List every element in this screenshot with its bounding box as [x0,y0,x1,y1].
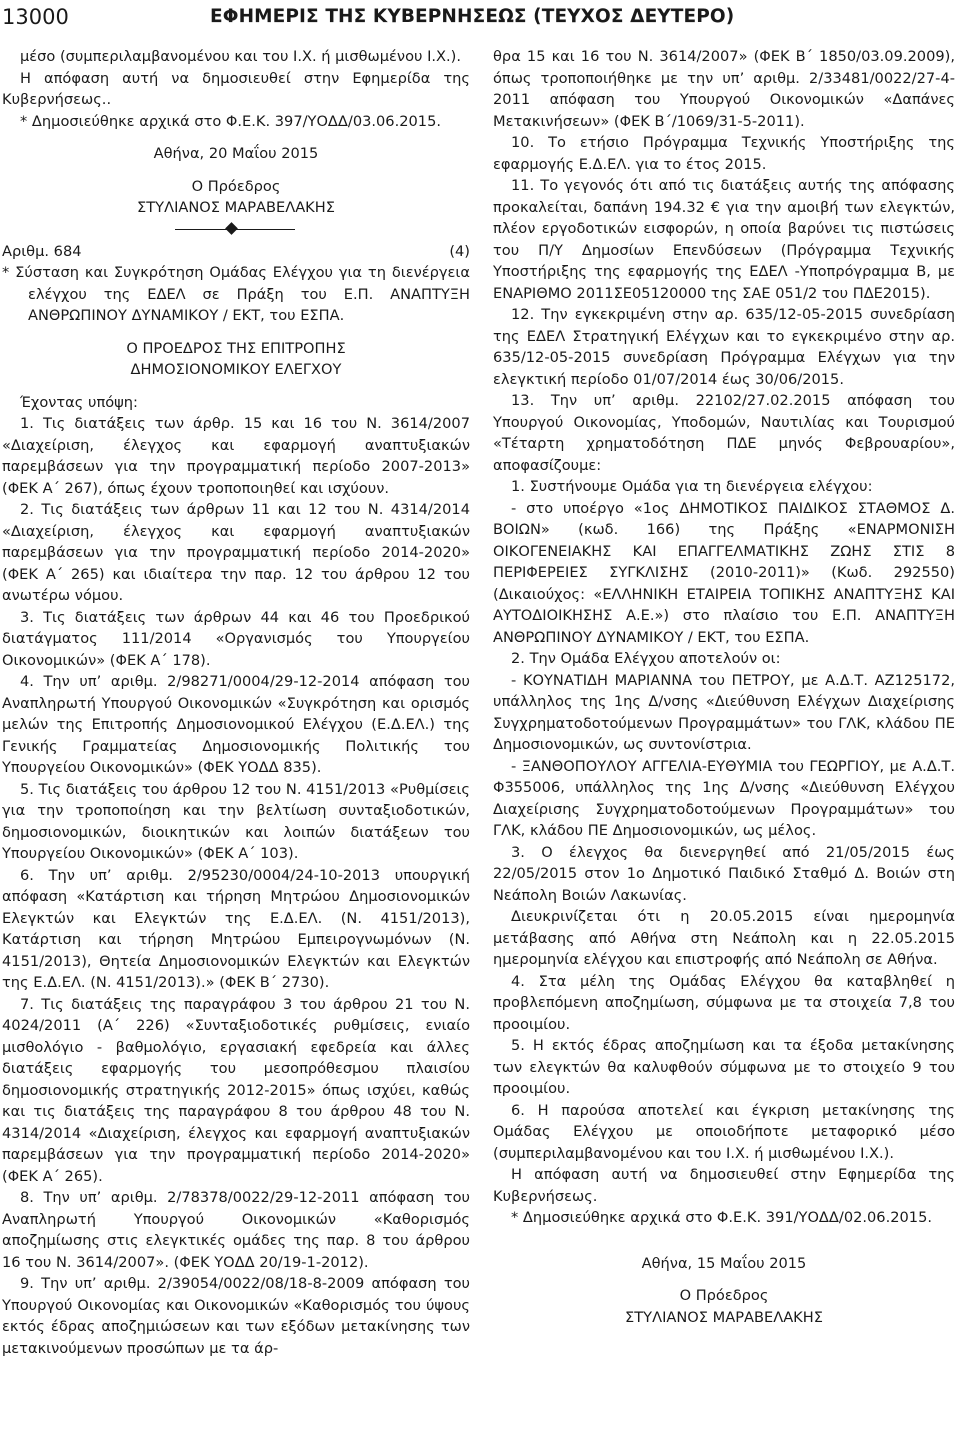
page-header [0,0,960,36]
paragraph: * Δημοσιεύθηκε αρχικά στο Φ.Ε.Κ. 391/ΥΟΔΔ/02.06.2015. [511,1209,933,1226]
signer-name: ΣΤΥΛΙΑΝΟΣ ΜΑΡΑΒΕΛΑΚΗΣ [625,1308,823,1326]
signer-title: Ο Πρόεδρος [191,177,281,195]
considering-label: Έχοντας υπόψη: [20,393,138,411]
decision-code: (4) [449,242,470,260]
list-item: 7. Τις διατάξεις της παραγράφου 3 του άρθρου 21 του Ν. 4024/2011 (Α΄ 226) «Συνταξιοδοτικές ρυθμίσεις, ενιαίο μισθολόγιο - βαθμολόγιο, εργασιακή εφεδρεία και άλλες διατάξεις εφαρμογής του μεσοπρόθεσμου πλαισίου δημοσιονομικής στρατηγικής 2012-2015» όπως ισχύει, καθώς και τις διατάξεις της παραγράφου 8 του άρθρου 48 του Ν. 4314/2014 «Διαχείριση, έλεγχος και εφαρμογή αναπτυξιακών παρεμβάσεων για την προγραμματική περίοδο 2014-2020» (ΦΕΚ Α΄ 265). [2,995,470,1185]
paragraph: 5. Η εκτός έδρας αποζημίωση και τα έξοδα μετακίνησης των ελεγκτών θα καλυφθούν σύμφωνα με το στοιχείο 9 του προοιμίου. [493,1037,955,1097]
paragraph: - ΞΑΝΘΟΠΟΥΛΟΥ ΑΓΓΕΛΙΑ-ΕΥΘΥΜΙΑ του ΓΕΩΡΓΙΟΥ, με Α.Δ.Τ. Φ355006, υπάλληλος της 1ης Δ/νσης «Διεύθυνση Ελέγχου Διαχείρισης Συγχρηματοδοτούμενων Προγραμμάτων» του ΓΛΚ, κλάδου ΠΕ Δημοσιονομικών, ως μέλος. [493,757,955,839]
paragraph: 10. Το ετήσιο Πρόγραμμα Τεχνικής Υποστήριξης της εφαρμογής Ε.Δ.ΕΛ. για το έτος 2015. [493,134,955,173]
paragraph: 6. Η παρούσα αποτελεί και έγκριση μετακίνησης της Ομάδας Ελέγχου με οποιοδήποτε μεταφορικό μέσο (συμπεριλαμβανομένου και του Ι.Χ. ή μισθωμένου Ι.Χ.). [493,1101,955,1162]
paragraph: 2. Την Ομάδα Ελέγχου αποτελούν οι: [511,650,781,667]
section-separator [2,219,470,241]
decision-header [2,241,470,263]
decision-subject: * Σύσταση και Συγκρότηση Ομάδας Ελέγχου για τη διενέργεια ελέγχου της ΕΔΕΛ σε Πράξη του Ε.Π. ΑΝΑΠΤΥΞΗ ΑΝΘΡΩΠΙΝΟΥ ΔΥΝΑΜΙΚΟΥ / ΕΚΤ, του ΕΣΠΑ. [2,264,470,324]
right-column [493,46,955,1328]
paragraph: 13. Την υπ’ αριθμ. 22102/27.02.2015 απόφαση του Υπουργού Οικονομίας, Υποδομών, Ναυτιλίας και Τουρισμού «Τέταρτη χρηματοδότηση ΠΔΕ μηνός Φεβρουαρίου», αποφασίζουμε: [493,392,955,474]
paragraph: 12. Την εγκεκριμένη στην αρ. 635/12-05-2015 συνεδρίαση της ΕΔΕΛ Στρατηγική Ελέγχων και το εγκεκριμένο στην αρ. 635/12-05-2015 συνεδρίαση Πρόγραμμα Ελέγχων για την ελεγκτική περίοδο 01/07/2014 έως 30/06/2015. [493,306,955,388]
paragraph: Διευκρινίζεται ότι η 20.05.2015 είναι ημερομηνία μετάβασης από Αθήνα στη Νεάπολη και η 22.05.2015 ημερομηνία ελέγχου και επιστροφής από Νεάπολη σε Αθήνα. [493,908,955,968]
paragraph: θρα 15 και 16 του Ν. 3614/2007» (ΦΕΚ Β΄ 1850/03.09.2009), όπως τροποποιήθηκε με την υπ’ αριθμ. 2/33481/0022/27-4-2011 απόφαση του Υπουργού Οικονομικών «Δαπάνες Μετακινήσεων» (ΦΕΚ Β΄/1069/31-5-2011). [493,48,955,130]
list-item: 6. Την υπ’ αριθμ. 2/95230/0004/24-10-2013 υπουργική απόφαση «Κατάρτιση και τήρηση Μητρώου Δημοσιονομικών Ελεγκτών και Ελεγκτών της Ε.Δ.ΕΛ. (Ν. 4151/2013), Κατάρτιση και τήρηση Μητρώου Εμπειρογνωμόνων (Ν. 4151/2013), Θητεία Δημοσιονομικών Ελεγκτών και Ελεγκτών της Ε.Δ.ΕΛ. (Ν. 4151/2013).» (ΦΕΚ Β΄ 2730). [2,866,470,991]
decision-number: Αριθμ. 684 [2,242,82,260]
left-column [2,46,470,1359]
list-item: 3. Τις διατάξεις των άρθρων 44 και 46 του Προεδρικού διατάγματος 111/2014 «Οργανισμός του Υπουργείου Οικονομικών» (ΦΕΚ Α΄ 178). [2,608,470,669]
list-item: 5. Τις διατάξεις του άρθρου 12 του Ν. 4151/2013 «Ρυθμίσεις για την τροποποίηση και την βελτίωση συνταξιοδοτικών, δημοσιονομικών, διοικητικών και λοιπών διατάξεων του Υπουργείου Οικονομικών» (ΦΕΚ Α΄ 103). [2,780,470,862]
authority-line: Ο ΠΡΟΕΔΡΟΣ ΤΗΣ ΕΠΙΤΡΟΠΗΣ [126,339,346,357]
paragraph: 3. Ο έλεγχος θα διενεργηθεί από 21/05/2015 έως 22/05/2015 στον 1ο Δημοτικό Παιδικό Σταθμό Δ. Βοιών στη Νεάπολη Βοιών Λακωνίας. [493,843,955,904]
place-date: Αθήνα, 20 Μαΐου 2015 [153,145,319,162]
paragraph: 1. Συστήνουμε Ομάδα για τη διενέργεια ελέγχου: [511,478,873,495]
paragraph: Η απόφαση αυτή να δημοσιευθεί στην Εφημερίδα της Κυβερνήσεως. [493,1166,955,1205]
list-item: 4. Την υπ’ αριθμ. 2/98271/0004/29-12-2014 απόφαση του Αναπληρωτή Υπουργού Οικονομικών «Συγκρότηση και ορισμός μελών της Επιτροπής Δημοσιονομικού Ελέγχου (Ε.Δ.ΕΛ.) της Γενικής Γραμματείας Δημοσιονομικής Πολιτικής του Υπουργείου Οικονομικών» (ΦΕΚ ΥΟΔΔ 835). [2,673,470,776]
paragraph: 4. Στα μέλη της Ομάδας Ελέγχου θα καταβληθεί η προβλεπόμενη αποζημίωση, σύμφωνα με τα στοιχεία 7,8 του προοιμίου. [493,972,955,1033]
paragraph: μέσο (συμπεριλαμβανομένου και του Ι.Χ. ή μισθωμένου Ι.Χ.). [20,48,462,65]
place-date: Αθήνα, 15 Μαΐου 2015 [641,1254,807,1272]
diamond-icon [225,222,238,235]
list-item: 2. Τις διατάξεις των άρθρων 11 και 12 του Ν. 4314/2014 «Διαχείριση, έλεγχος και εφαρμογή αναπτυξιακών παρεμβάσεων για την προγραμματική περίοδο 2014-2020» (ΦΕΚ Α΄ 265) και ιδιαίτερα την παρ. 12 του άρθρου 12 του ανωτέρω νόμου. [2,501,470,604]
signer-name: ΣΤΥΛΙΑΝΟΣ ΜΑΡΑΒΕΛΑΚΗΣ [137,199,335,216]
authority-line: ΔΗΜΟΣΙΟΝΟΜΙΚΟΥ ΕΛΕΓΧΟΥ [130,361,342,378]
gazette-title: ΕΦΗΜΕΡΙΣ ΤΗΣ ΚΥΒΕΡΝΗΣΕΩΣ (ΤΕΥΧΟΣ ΔΕΥΤΕΡΟ) [210,6,735,27]
paragraph: Η απόφαση αυτή να δημοσιευθεί στην Εφημερίδα της Κυβερνήσεως.. [2,69,470,108]
paragraph: 11. Το γεγονός ότι από τις διατάξεις αυτής της απόφασης προκαλείται, δαπάνη 194.32 € για την αμοιβή των ελεγκτών, πλέον εργοδοτικών εισφορών, η οποία βαρύνει τις πιστώσεις του Π/Υ Δημοσίων Επενδύσεων (Πρόγραμμα Τεχνικής Υποστήριξης της εφαρμογής της ΕΔΕΛ -Υποπρόγραμμα Β, με ΕΝΑΡΙΘΜΟ 2011ΣΕ05120000 της ΣΑΕ 051/2 του ΠΔΕ2015). [493,177,955,302]
signer-title: Ο Πρόεδρος [679,1287,769,1304]
paragraph: * Δημοσιεύθηκε αρχικά στο Φ.Ε.Κ. 397/ΥΟΔΔ/03.06.2015. [20,112,442,130]
list-item: 1. Τις διατάξεις των άρθρ. 15 και 16 του Ν. 3614/2007 «Διαχείριση, έλεγχος και εφαρμογή αναπτυξιακών παρεμβάσεων για την προγραμματική περίοδο 2007-2013» (ΦΕΚ Α΄ 267), όπως έχουν τροποποιηθεί και ισχύουν. [2,415,470,497]
page-number: 13000 [2,5,69,29]
list-item: 8. Την υπ’ αριθμ. 2/78378/0022/29-12-2011 απόφαση του Αναπληρωτή Υπουργού Οικονομικών «Καθορισμός αποζημίωσης στις ελεγκτικές ομάδες της παρ. 8 του άρθρου 16 του Ν. 3614/2007». (ΦΕΚ ΥΟΔΔ 20/19-1-2012). [2,1189,470,1271]
paragraph: - στο υποέργο «1ος ΔΗΜΟΤΙΚΟΣ ΠΑΙΔΙΚΟΣ ΣΤΑΘΜΟΣ Δ. ΒΟΙΩΝ» (κωδ. 166) της Πράξης «ΕΝΑΡΜΟΝΙΣΗ ΟΙΚΟΓΕΝΕΙΑΚΗΣ ΚΑΙ ΕΠΑΓΓΕΛΜΑΤΙΚΗΣ ΖΩΗΣ ΣΤΙΣ 8 ΠΕΡΙΦΕΡΕΙΕΣ ΣΥΓΚΛΙΣΗΣ (2010-2011)» (Κωδ. 292550) (Δικαιούχος: «ΕΛΛΗΝΙΚΗ ΕΤΑΙΡΕΙΑ ΤΟΠΙΚΗΣ ΑΝΑΠΤΥΞΗΣ ΚΑΙ ΑΥΤΟΔΙΟΙΚΗΣΗΣ Α.Ε.») στο πλαίσιο του Ε.Π. ΑΝΑΠΤΥΞΗ ΑΝΘΡΩΠΙΝΟΥ ΔΥΝΑΜΙΚΟΥ / ΕΚΤ, του ΕΣΠΑ. [493,499,955,646]
list-item: 9. Την υπ’ αριθμ. 2/39054/0022/08/18-8-2009 απόφαση του Υπουργού Οικονομίας και Οικονομικών «Καθορισμός του ύψους εκτός έδρας αποζημιώσεων και των εξόδων μετακίνησης των μετακινούμενων προσώπων με τα άρ- [2,1275,470,1357]
paragraph: - ΚΟΥΝΑΤΙΔΗ ΜΑΡΙΑΝΝΑ του ΠΕΤΡΟΥ, με Α.Δ.Τ. ΑΖ125172, υπάλληλος της 1ης Δ/νσης «Διεύθυνση Ελέγχων Διαχείρισης Συγχρηματοδοτούμενων Προγραμμάτων» του ΓΛΚ, κλάδου ΠΕ Δημοσιονομικών, ως συντονίστρια. [493,671,955,753]
